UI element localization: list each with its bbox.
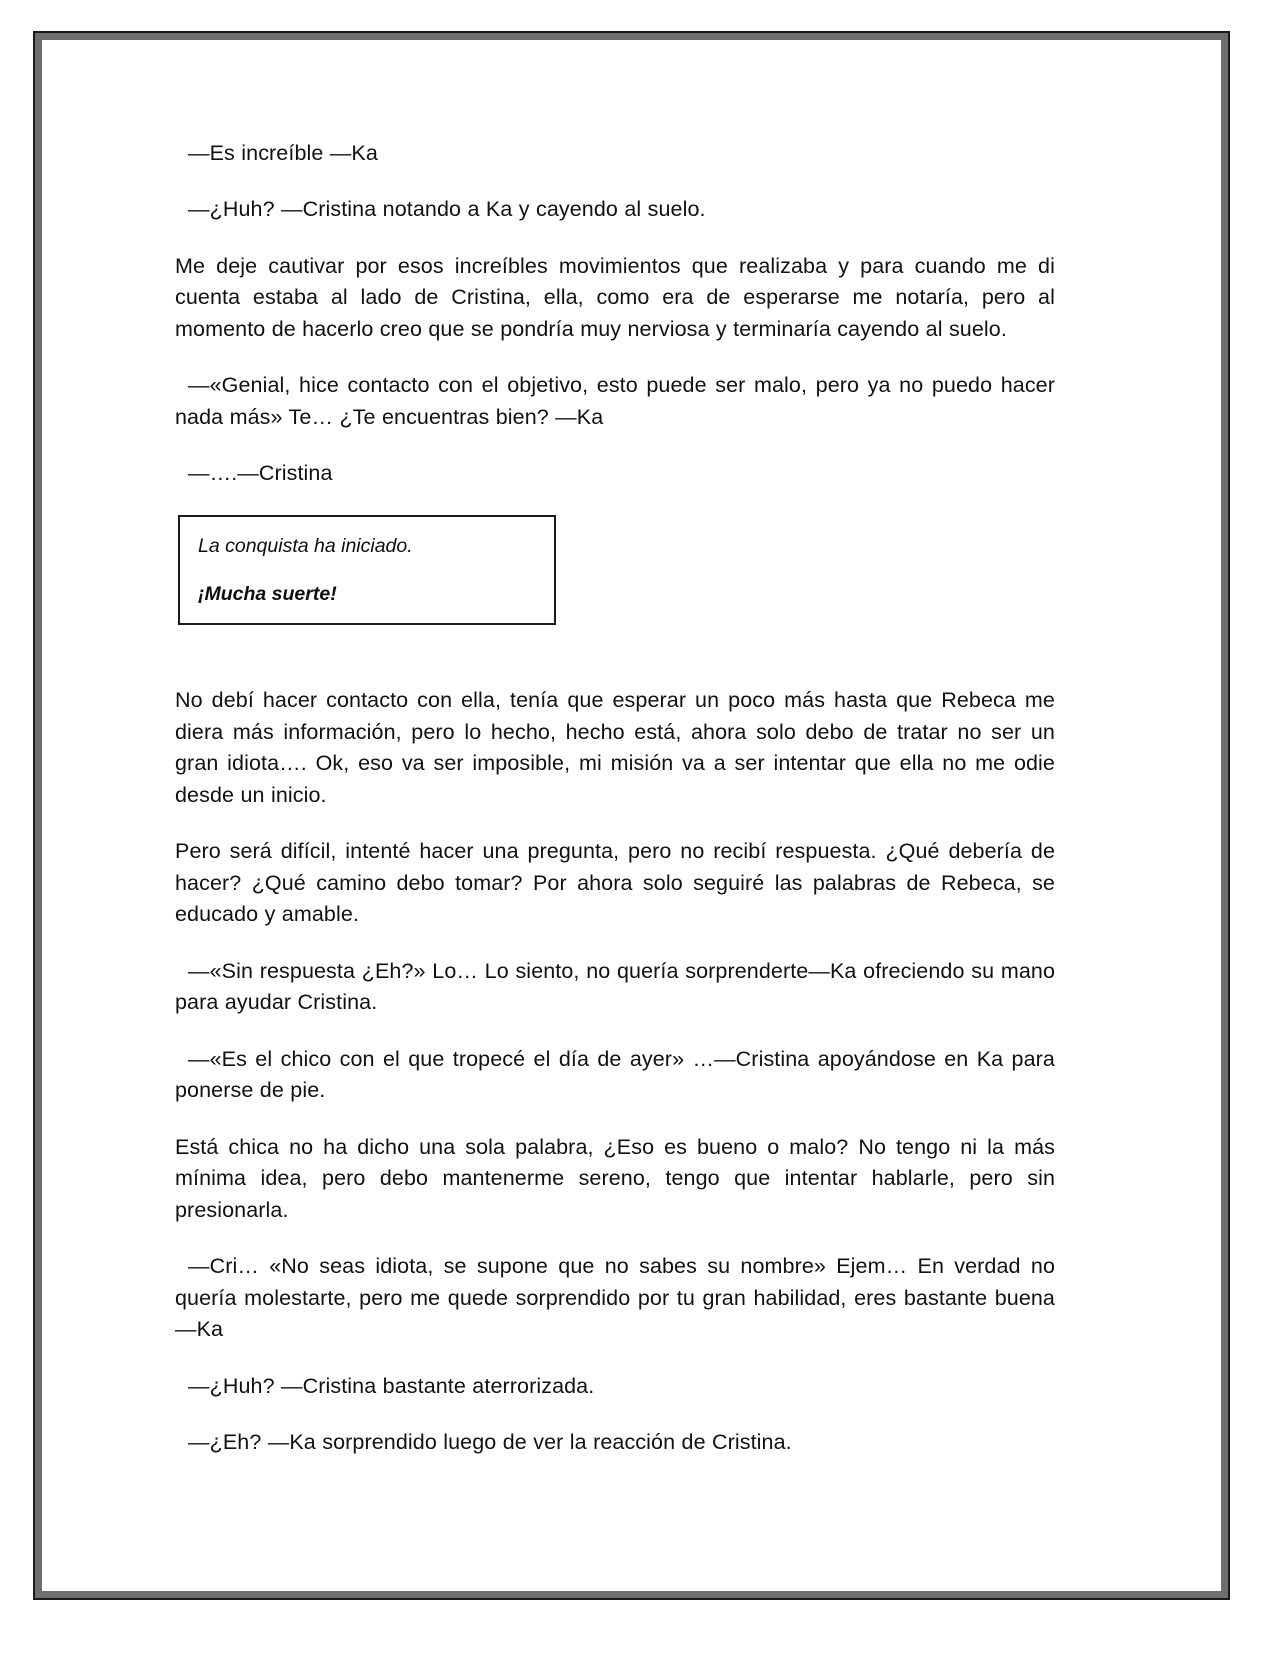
callout-box — [178, 515, 556, 625]
paragraph-dialogue-eh-sorprendido: —¿Eh? —Ka sorprendido luego de ver la reacción de Cristina. — [188, 1430, 792, 1455]
paragraph-narration-no-debi-hacer-contacto: No debí hacer contacto con ella, tenía que esperar un poco más hasta que Rebeca me diera más información, pero lo hecho, hecho está, ahora solo debo de tratar no ser un gran idiota…. Ok, eso va ser imposible, mi misión va a ser intentar que ella no me odie desde un inicio. — [175, 688, 1055, 807]
paragraph-narration-esta-chica: Está chica no ha dicho una sola palabra, ¿Eso es bueno o malo? No tengo ni la más mínima idea, pero debo mantenerme sereno, tengo que intentar hablarle, pero sin presionarla. — [175, 1134, 1055, 1222]
paragraph-dialogue-huh-cristina: —¿Huh? —Cristina notando a Ka y cayendo al suelo. — [188, 197, 706, 222]
document-body — [175, 138, 1055, 1484]
paragraph-dialogue-huh-aterrorizada: —¿Huh? —Cristina bastante aterrorizada. — [188, 1373, 595, 1398]
page-frame-band — [35, 33, 1228, 1598]
paragraph-dialogue-es-el-chico: —«Es el chico con el que tropecé el día de ayer» …—Cristina apoyándose en Ka para ponerse de pie. — [175, 1046, 1055, 1103]
paragraph-dialogue-sin-respuesta: —«Sin respuesta ¿Eh?» Lo… Lo siento, no quería sorprenderte—Ka ofreciendo su mano para ayudar Cristina. — [175, 958, 1055, 1015]
paragraph-dialogue-es-increible: —Es increíble —Ka — [188, 141, 378, 165]
paragraph-dialogue-genial-contacto: —«Genial, hice contacto con el objetivo, esto puede ser malo, pero ya no puedo hacer nada más» Te… ¿Te encuentras bien? —Ka — [175, 373, 1055, 429]
paragraph-dialogue-cri-no-seas-idiota: —Cri… «No seas idiota, se supone que no sabes su nombre» Ejem… En verdad no quería molestarte, pero me quede sorprendido por tu gran habilidad, eres bastante buena —Ka — [175, 1254, 1055, 1342]
page-frame — [33, 31, 1230, 1600]
paragraph-dialogue-puntos-cristina: —….—Cristina — [188, 461, 333, 486]
paragraph-narration-me-deje-cautivar: Me deje cautivar por esos increíbles movimientos que realizaba y para cuando me di cuenta estaba al lado de Cristina, ella, como era de esperarse me notaría, pero al momento de hacerlo creo que se pondría muy nerviosa y terminaría cayendo al suelo. — [175, 253, 1055, 341]
callout-line-primary: La conquista ha iniciado. — [198, 534, 413, 557]
paragraph-narration-pero-sera-dificil: Pero será difícil, intenté hacer una pregunta, pero no recibí respuesta. ¿Qué debería de hacer? ¿Qué camino debo tomar? Por ahora solo seguiré las palabras de Rebeca, se educado y amable. — [175, 839, 1055, 927]
page-frame-inner — [42, 40, 1221, 1591]
callout-line-emphasis: ¡Mucha suerte! — [198, 582, 337, 605]
